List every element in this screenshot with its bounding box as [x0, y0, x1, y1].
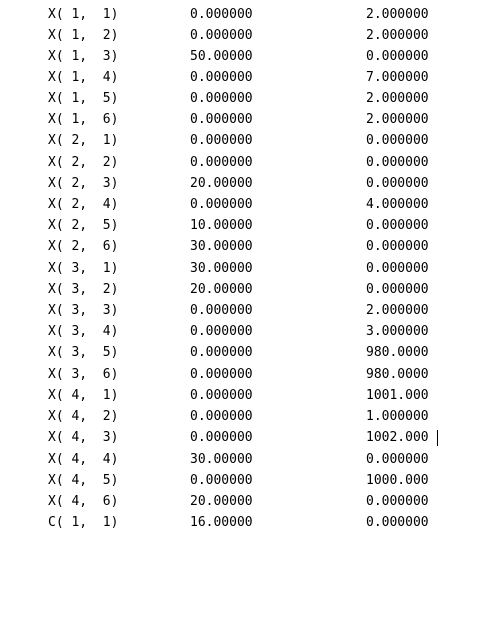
variable-name: X( 1, 3): [48, 49, 119, 64]
variable-value: 0.000000: [190, 133, 253, 148]
table-row: [0, 88, 498, 109]
variable-name: X( 1, 6): [48, 112, 119, 127]
variable-name: X( 2, 3): [48, 176, 119, 191]
variable-name: X( 1, 5): [48, 91, 119, 106]
variable-name: X( 1, 1): [48, 7, 119, 22]
reduced-cost: 980.0000: [366, 345, 429, 360]
variable-value: 0.000000: [190, 345, 253, 360]
table-row: [0, 25, 498, 46]
reduced-cost: 0.000000: [366, 282, 429, 297]
variable-name: X( 2, 4): [48, 197, 119, 212]
variable-name: X( 3, 4): [48, 324, 119, 339]
variable-name: X( 3, 3): [48, 303, 119, 318]
variable-name: X( 3, 6): [48, 367, 119, 382]
reduced-cost: 0.000000: [366, 494, 429, 509]
reduced-cost: 1002.000: [366, 430, 429, 445]
variable-value: 0.000000: [190, 388, 253, 403]
variable-value: 20.00000: [190, 176, 253, 191]
variable-value: 0.000000: [190, 155, 253, 170]
variable-value: 0.000000: [190, 7, 253, 22]
variable-name: X( 3, 5): [48, 345, 119, 360]
reduced-cost: 2.000000: [366, 28, 429, 43]
table-row: [0, 342, 498, 363]
table-row: [0, 109, 498, 130]
variable-value: 0.000000: [190, 430, 253, 445]
reduced-cost: 0.000000: [366, 155, 429, 170]
table-row: [0, 300, 498, 321]
table-row: [0, 385, 498, 406]
variable-name: X( 4, 5): [48, 473, 119, 488]
variable-value: 16.00000: [190, 515, 253, 530]
variable-value: 0.000000: [190, 324, 253, 339]
reduced-cost: 2.000000: [366, 7, 429, 22]
variable-value: 10.00000: [190, 218, 253, 233]
reduced-cost: 980.0000: [366, 367, 429, 382]
variable-value: 0.000000: [190, 473, 253, 488]
variable-value: 0.000000: [190, 28, 253, 43]
table-row: [0, 130, 498, 151]
variable-name: X( 1, 4): [48, 70, 119, 85]
reduced-cost: 0.000000: [366, 218, 429, 233]
variable-name: X( 2, 1): [48, 133, 119, 148]
reduced-cost: 0.000000: [366, 452, 429, 467]
reduced-cost: 2.000000: [366, 112, 429, 127]
variable-value: 20.00000: [190, 494, 253, 509]
table-row: [0, 258, 498, 279]
variable-name: X( 4, 4): [48, 452, 119, 467]
table-row: [0, 364, 498, 385]
table-row: [0, 236, 498, 257]
reduced-cost: 2.000000: [366, 91, 429, 106]
table-row: [0, 215, 498, 236]
variable-name: X( 4, 3): [48, 430, 119, 445]
variable-name: C( 1, 1): [48, 515, 119, 530]
reduced-cost: 1.000000: [366, 409, 429, 424]
table-row: [0, 470, 498, 491]
variable-name: X( 4, 2): [48, 409, 119, 424]
table-row: [0, 512, 498, 533]
text-cursor: [437, 430, 438, 446]
table-row: [0, 427, 498, 448]
variable-value: 30.00000: [190, 452, 253, 467]
variable-value: 0.000000: [190, 70, 253, 85]
table-row: [0, 491, 498, 512]
variable-value: 0.000000: [190, 112, 253, 127]
reduced-cost: 0.000000: [366, 49, 429, 64]
reduced-cost: 4.000000: [366, 197, 429, 212]
table-row: [0, 321, 498, 342]
reduced-cost: 7.000000: [366, 70, 429, 85]
reduced-cost: 2.000000: [366, 303, 429, 318]
variable-name: X( 4, 6): [48, 494, 119, 509]
table-row: [0, 279, 498, 300]
variable-value: 0.000000: [190, 367, 253, 382]
variable-value: 20.00000: [190, 282, 253, 297]
table-row: [0, 67, 498, 88]
reduced-cost: 1000.000: [366, 473, 429, 488]
variable-value: 0.000000: [190, 91, 253, 106]
reduced-cost: 0.000000: [366, 261, 429, 276]
variable-name: X( 3, 2): [48, 282, 119, 297]
table-row: [0, 173, 498, 194]
table-row: [0, 152, 498, 173]
table-row: [0, 46, 498, 67]
variable-value: 30.00000: [190, 261, 253, 276]
variable-name: X( 2, 2): [48, 155, 119, 170]
variable-value: 0.000000: [190, 303, 253, 318]
variable-name: X( 4, 1): [48, 388, 119, 403]
table-row: [0, 449, 498, 470]
variable-value: 0.000000: [190, 409, 253, 424]
table-row: [0, 194, 498, 215]
reduced-cost: 0.000000: [366, 133, 429, 148]
reduced-cost: 3.000000: [366, 324, 429, 339]
reduced-cost: 0.000000: [366, 176, 429, 191]
variable-value: 30.00000: [190, 239, 253, 254]
variable-name: X( 2, 6): [48, 239, 119, 254]
reduced-cost: 0.000000: [366, 239, 429, 254]
reduced-cost: 0.000000: [366, 515, 429, 530]
variable-name: X( 2, 5): [48, 218, 119, 233]
table-row: [0, 4, 498, 25]
variable-value: 50.00000: [190, 49, 253, 64]
reduced-cost: 1001.000: [366, 388, 429, 403]
variable-name: X( 1, 2): [48, 28, 119, 43]
variable-name: X( 3, 1): [48, 261, 119, 276]
table-row: [0, 406, 498, 427]
variable-value: 0.000000: [190, 197, 253, 212]
